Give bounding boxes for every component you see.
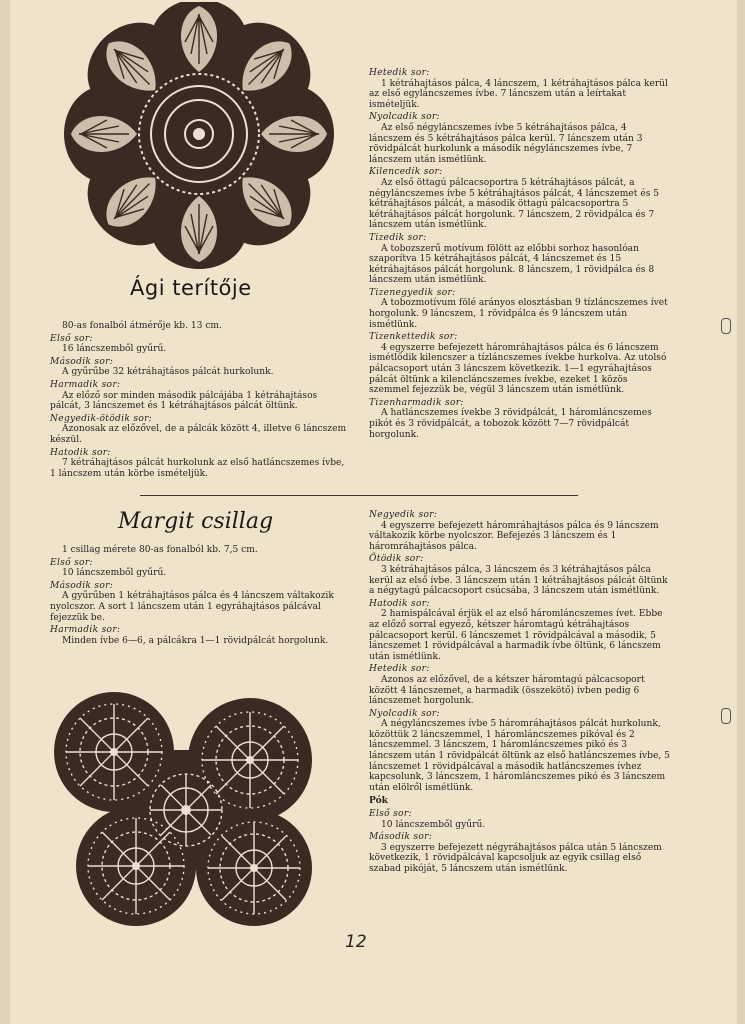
row-text: Minden ívbe 6—6, a pálcákra 1—1 rövidpálcát horgolunk. (62, 635, 329, 646)
agi-left-text (50, 321, 350, 480)
row-text: A tobozmotívum fölé arányos elosztásban 9 tízláncszemes ívet horgolunk. 9 láncszem, 1 rövidpálca és 9 láncszem után ismétlünk. (369, 298, 668, 330)
row-heading: Hetedik sor: (369, 664, 430, 675)
row-heading: Tizenegyedik sor: (369, 287, 456, 298)
margit-doily-photo (46, 690, 322, 930)
row-heading: Hatodik sor: (50, 447, 111, 458)
row-text: 3 kétráhajtásos pálca, 3 láncszem és 3 kétráhajtásos pálca kerül az első ívbe. 3 láncszem után 1 kétráhajtásos pálcát öltünk a négytagú pálcacsoport csúcsába, 3 láncszem után ismétlünk. (369, 564, 668, 597)
row-heading: Második sor: (369, 832, 433, 843)
row-heading: Negyedik-ötödik sor: (50, 413, 153, 424)
agi-title: Ági terítője (130, 276, 252, 300)
row-heading: Első sor: (369, 809, 412, 820)
row-text: A gyűrűben 1 kétráhajtásos pálca és 4 láncszem váltakozik nyolcszor. A sort 1 láncszem után 1 egyráhajtásos pálcával fejezzük be. (50, 591, 334, 623)
agi-intro: 80-as fonalból átmérője kb. 13 cm. (62, 321, 222, 331)
agi-right-text (369, 66, 670, 441)
row-text: Az első négyláncszemes ívbe 5 kétráhajtásos pálca, 4 láncszem és 5 kétráhajtásos pálca kerül. 7 láncszem után 3 rövidpálcát hurkolunk a második négyláncszemes ívbe, 7 láncszem után ismétlünk. (369, 122, 643, 165)
row-text: 2 hamispálcával érjük el az első háromláncszemes ívet. Ebbe az előző sorral egyező, kétszer háromtagú kétráhajtásos pálcacsoport kerül. 6 láncszemet 1 rövidpálcával a második, 5 láncszemet 1 rövidpálcával a harmadik ívbe öltünk, 6 láncszem után ismétlünk. (369, 609, 663, 662)
row-heading: Hatodik sor: (369, 598, 430, 609)
row-text: A tobozszerű motívum fölött az előbbi sorhoz hasonlóan szaporítva 15 kétráhajtásos pálcát, 4 láncszemet és 15 kétráhajtásos pálcát horgolunk. 8 láncszem, 1 rövidpálca és 8 láncszem után ismétlünk. (369, 243, 655, 286)
row-text: Az első öttagú pálcacsoportra 5 kétráhajtásos pálcát, a négyláncszemes ívbe 5 kétráhajtásos pálcát, 4 láncszemet és 5 kétráhajtásos pálcát, a második öttagú pálcacsoportra 5 kétráhajtásos pálcát horgolunk. 7 láncszem, 2 rövidpálca és 7 láncszem után ismétlünk. (369, 177, 660, 231)
row-heading: Második sor: (50, 356, 114, 367)
row-text: 4 egyszerre befejezett háromráhajtásos pálca és 9 láncszem váltakozik körbe nyolcszor. Befejezés 3 láncszem és 1 háromráhajtásos pálca. (369, 520, 659, 552)
binding-staple (721, 318, 731, 334)
row-heading: Hetedik sor: (369, 68, 430, 78)
row-text: A hatláncszemes ívekbe 3 rövidpálcát, 1 háromláncszemes pikót és 3 rövidpálcát, a tobozok között 7—7 rövidpálcát horgolunk. (369, 408, 652, 440)
row-heading: Harmadik sor: (50, 625, 121, 636)
row-text: 16 láncszemből gyűrű. (62, 344, 167, 355)
row-heading: Nyolcadik sor: (369, 112, 440, 123)
section-divider (140, 495, 578, 496)
row-heading: Tizenharmadik sor: (369, 397, 464, 408)
pok-title: Pók (369, 795, 388, 807)
margit-right-text (369, 508, 670, 876)
page-right-edge (737, 0, 745, 1024)
row-text: 10 láncszemből gyűrű. (381, 819, 486, 830)
row-text: 4 egyszerre befejezett háromráhajtásos pálca és 6 láncszem ismétlődik kilencszer a tízláncszemes ívekbe hurkolva. Az utolsó pálcacsoport után 3 láncszem következik. 1—1 egyráhajtásos pálcát öltünk a kilencláncszemes ívekbe, ezeket 1 közös szemmel fejezzük be, végül 3 láncszem után ismétlünk. (369, 342, 667, 396)
margit-title: Margit csillag (118, 509, 274, 534)
margit-intro: 1 csillag mérete 80-as fonalból kb. 7,5 cm. (62, 545, 258, 555)
row-heading: Első sor: (50, 333, 93, 344)
page-number: 12 (345, 932, 367, 952)
row-heading: Negyedik sor: (369, 510, 438, 520)
row-heading: Harmadik sor: (50, 379, 121, 390)
row-text: Az előző sor minden második pálcájába 1 kétráhajtásos pálcát, 3 láncszemet és 1 kétráhajtásos pálcát öltünk. (50, 390, 318, 412)
row-text: Azonos az előzővel, de a kétszer háromtagú pálcacsoport között 4 láncszemet, a harmadik (összekötő) ívben pedig 6 láncszemet horgolunk. (369, 674, 645, 707)
row-heading: Tizenkettedik sor: (369, 332, 458, 343)
row-heading: Kilencedik sor: (369, 167, 443, 178)
agi-doily-photo (48, 2, 350, 274)
row-text: Azonosak az előzővel, de a pálcák között 4, illetve 6 láncszem készül. (50, 424, 347, 445)
row-heading: Második sor: (50, 580, 114, 591)
row-text: 7 kétráhajtásos pálcát hurkolunk az első hatláncszemes ívbe, 1 láncszem után körbe ismételjük. (50, 458, 345, 479)
row-heading: Ötödik sor: (369, 554, 424, 565)
binding-staple (721, 708, 731, 724)
row-text: 3 egyszerre befejezett négyráhajtásos pálca után 5 láncszem következik, 1 rövidpálcával kapcsoljuk az egyik csillag első szabad pikóját, 5 láncszem után ismétlünk. (369, 842, 662, 874)
row-heading: Tizedik sor: (369, 232, 427, 243)
row-text: A négyláncszemes ívbe 5 háromráhajtásos pálcát hurkolunk, közöttük 2 láncszemmel, 1 háromláncszemes pikóval és 2 láncszemmel. 3 láncszem, 1 háromláncszemes pikó és 3 láncszem után 1 rövidpálcát öltünk az első hatláncszemes ívbe, 5 láncszemet 1 rövidpálcával a második hatláncszemes ívhez kapcsolunk, 3 láncszem, 1 háromláncszemes pikó és 3 láncszem után elölről ismétlünk. (369, 719, 670, 793)
page-left-edge (0, 0, 10, 1024)
margit-left-text (50, 545, 350, 647)
row-heading: Nyolcadik sor: (369, 708, 440, 719)
row-text: A gyűrűbe 32 kétráhajtásos pálcát hurkolunk. (62, 367, 274, 378)
row-text: 1 kétráhajtásos pálca, 4 láncszem, 1 kétráhajtásos pálca kerül az első egyláncszemes ívbe. 7 láncszem után a leírtakat ismételjük. (369, 78, 668, 110)
row-heading: Első sor: (50, 557, 93, 568)
row-text: 10 láncszemből gyűrű. (62, 568, 167, 579)
